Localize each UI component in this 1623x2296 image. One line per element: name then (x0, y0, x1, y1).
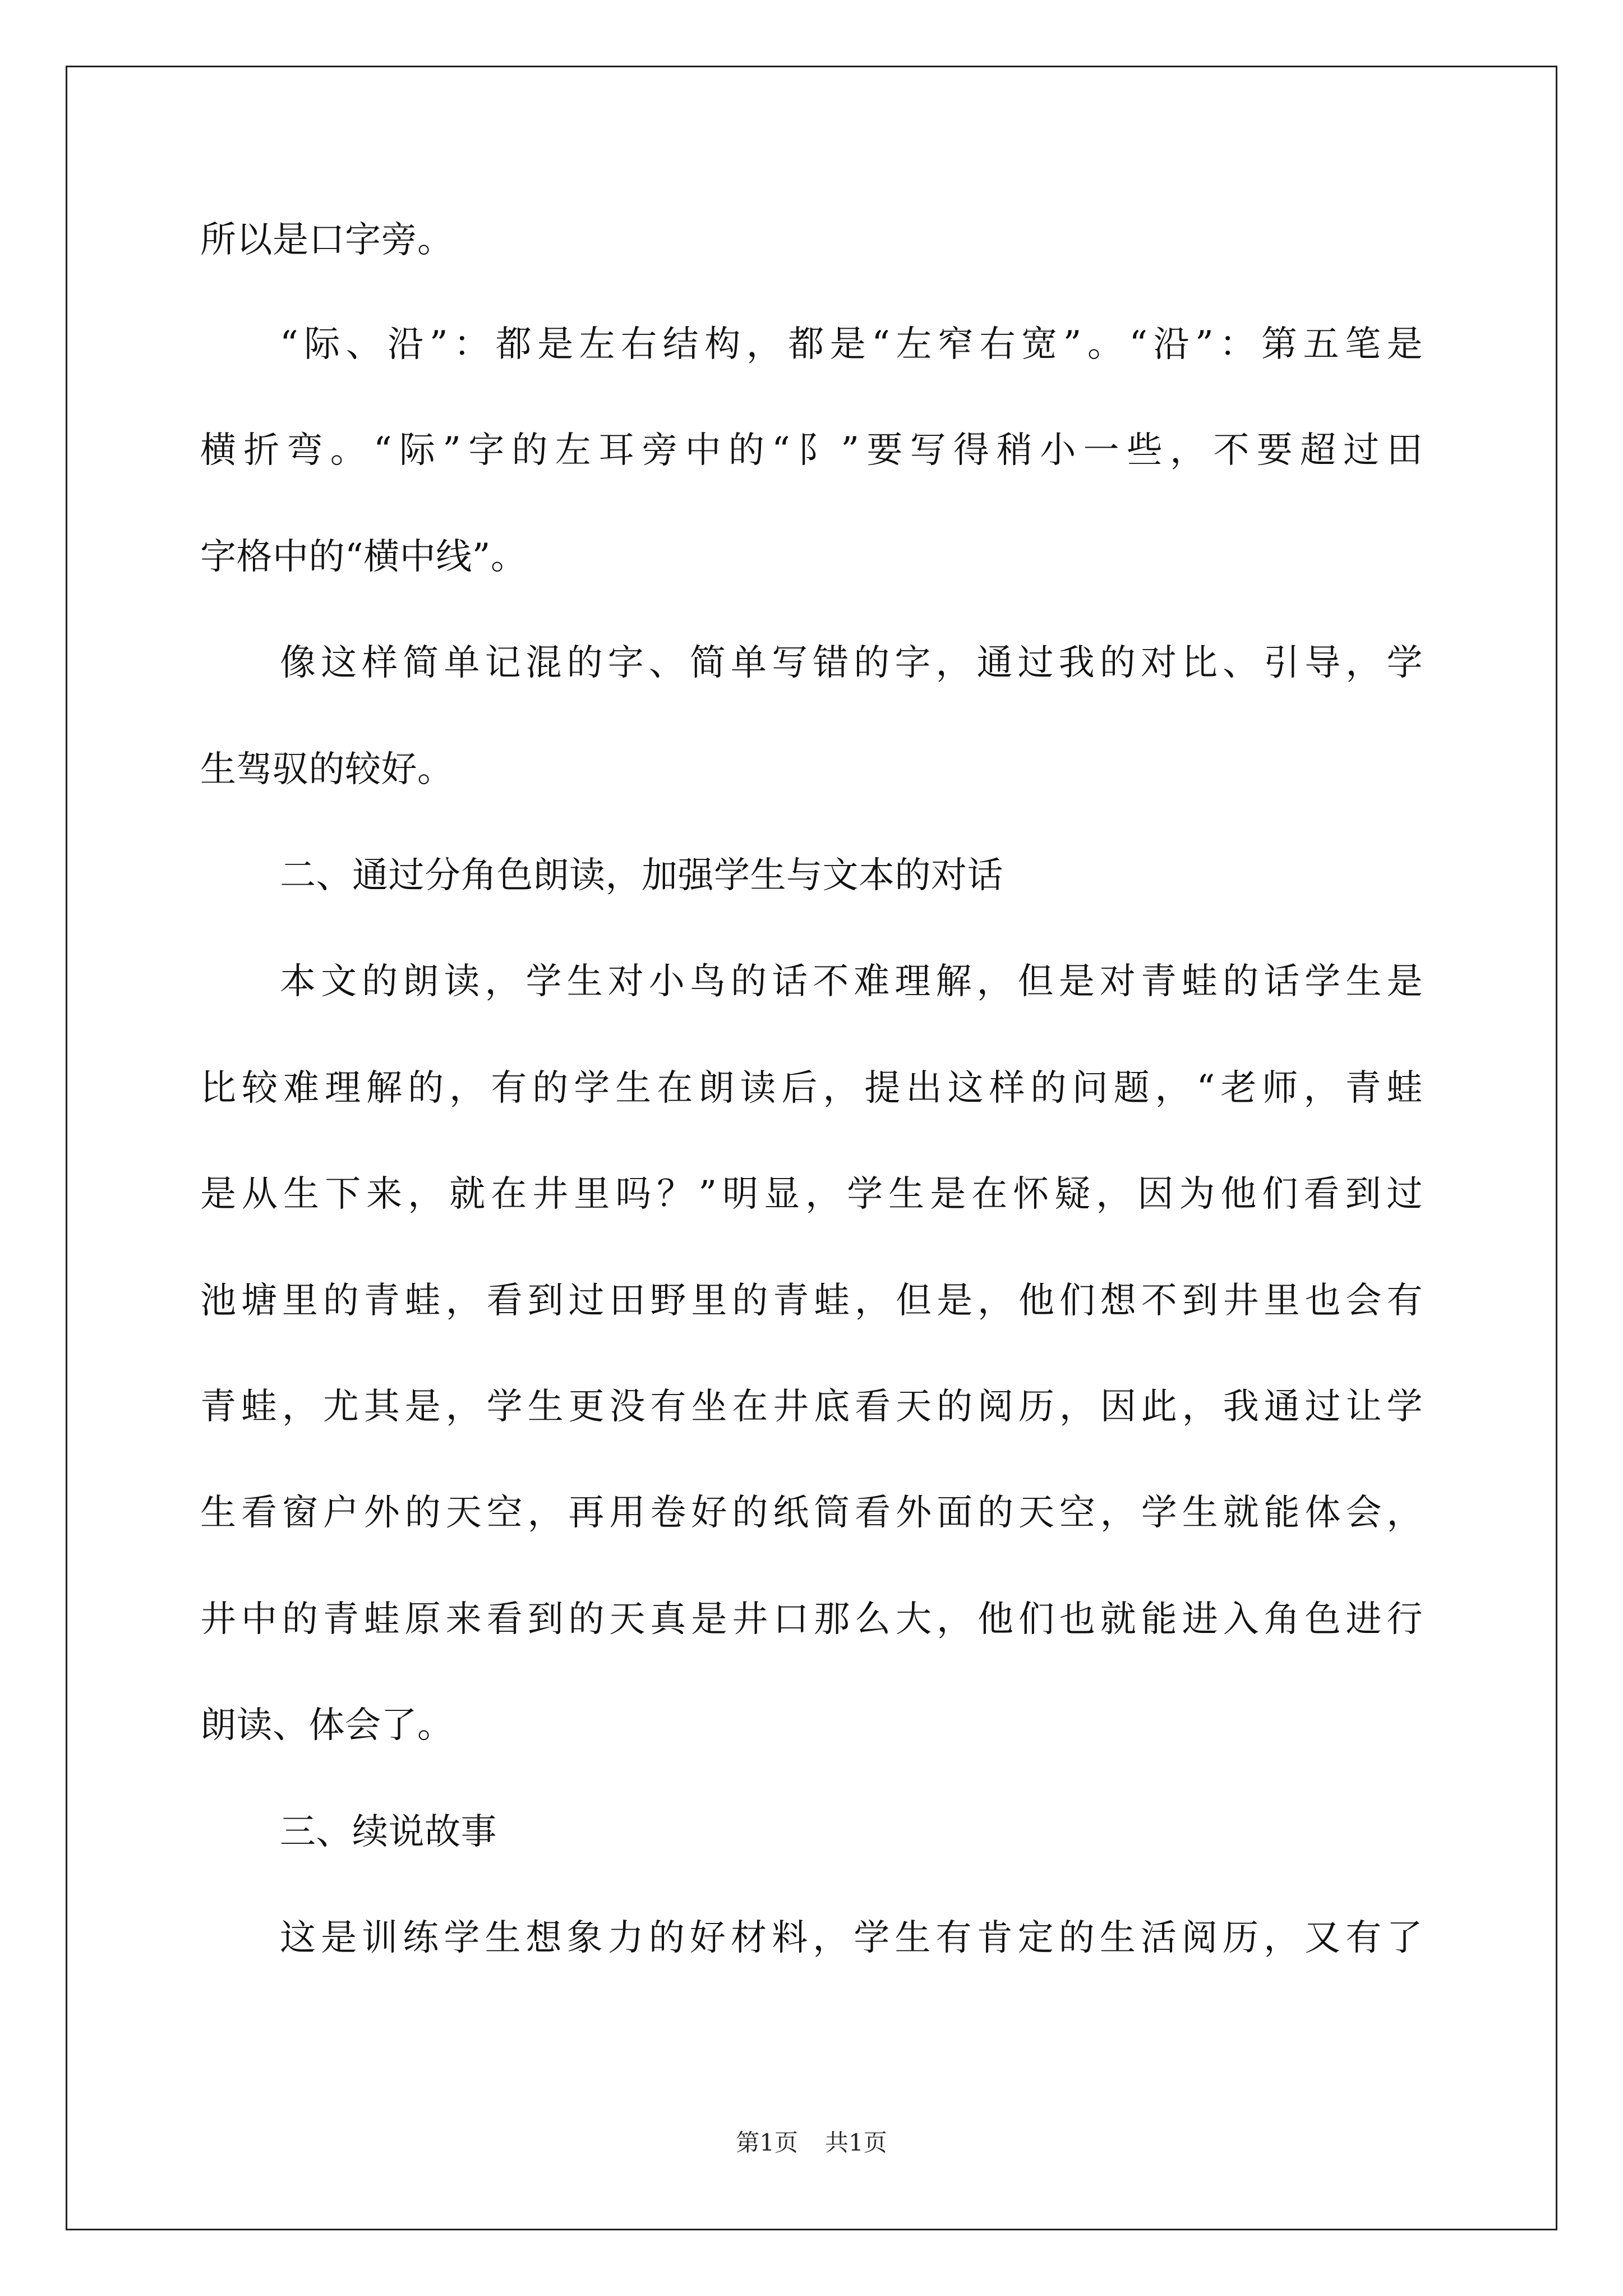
text-line-1: 所以是口字旁。 (200, 219, 454, 261)
text-line-15: 朗读、体会了。 (200, 1705, 454, 1746)
text-line-9: 比较难理解的，有的学生在朗读后，提出这样的问题，“老师，青蛙 (200, 1068, 1423, 1109)
page-footer (0, 2129, 1623, 2157)
section-heading-3: 三、续说故事 (280, 1811, 497, 1853)
text-line-10: 是从生下来，就在井里吗？”明显，学生是在怀疑，因为他们看到过 (200, 1174, 1423, 1215)
text-line-12: 青蛙，尤其是，学生更没有坐在井底看天的阅历，因此，我通过让学 (200, 1386, 1423, 1428)
text-line-14: 井中的青蛙原来看到的天真是井口那么大，他们也就能进入角色进行 (200, 1599, 1423, 1640)
page-border (66, 66, 1557, 2230)
text-line-3: 横折弯。“际”字的左耳旁中的“阝”要写得稍小一些，不要超过田 (200, 430, 1423, 471)
text-line-5: 像这样简单记混的字、简单写错的字，通过我的对比、引导，学 (280, 642, 1423, 684)
text-line-6: 生驾驭的较好。 (200, 749, 454, 790)
text-line-8: 本文的朗读，学生对小鸟的话不难理解，但是对青蛙的话学生是 (280, 961, 1423, 1002)
section-heading-2: 二、通过分角色朗读，加强学生与文本的对话 (280, 855, 1003, 896)
text-line-13: 生看窗户外的天空，再用卷好的纸筒看外面的天空，学生就能体会， (200, 1492, 1423, 1534)
page-number: 第1页 (736, 2129, 798, 2156)
text-line-17: 这是训练学生想象力的好材料，学生有肯定的生活阅历，又有了 (280, 1917, 1423, 1959)
text-line-4: 字格中的“横中线”。 (200, 536, 527, 578)
page-total: 共1页 (825, 2129, 887, 2156)
text-line-2: “际、沿”：都是左右结构，都是“左窄右宽”。“沿”：第五笔是 (280, 324, 1423, 365)
text-line-11: 池塘里的青蛙，看到过田野里的青蛙，但是，他们想不到井里也会有 (200, 1280, 1423, 1322)
